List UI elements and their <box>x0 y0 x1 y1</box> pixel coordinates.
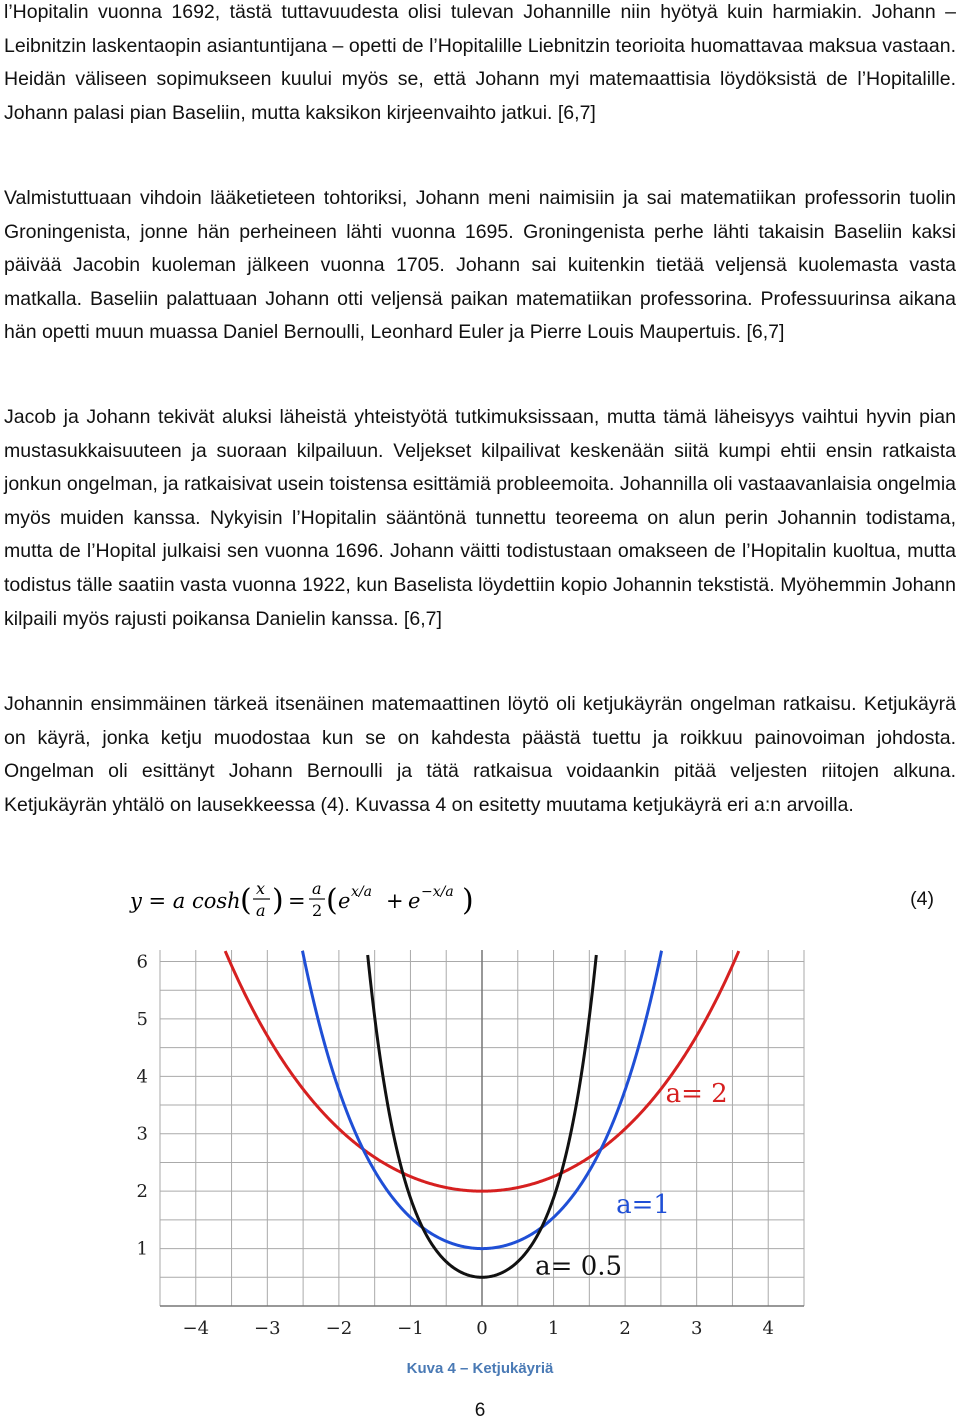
series-label: a=1 <box>616 1189 670 1220</box>
equation-number: (4) <box>910 888 934 910</box>
eq-paren-open-2: ( <box>326 883 338 918</box>
x-tick-label: −4 <box>182 1318 210 1339</box>
series-label: a= 2 <box>665 1079 728 1110</box>
eq-exp1-base: e <box>338 889 351 913</box>
eq-equals: = <box>288 889 306 913</box>
x-tick-label: 1 <box>547 1318 560 1339</box>
figure-caption: Kuva 4 – Ketjukäyriä <box>406 1360 554 1377</box>
paragraph-4: Johannin ensimmäinen tärkeä itsenäinen matemaattinen löytö oli ketjukäyrän ongelman ratkaisu. Ketjukäyrä on käyrä, jonka ketju muodostaa kun se on kahdesta päästä tuettu ja roikkuu painovoiman johdosta. Ongelman oli esittänyt Johann Bernoulli ja tätä ratkaisua voidaankin pitää veljesten riitojen alkuna. Ketjukäyrän yhtälö on lausekkeessa (4). Kuvassa 4 on esitetty muutama ketjukäyrä eri a:n arvoilla. <box>4 693 956 816</box>
eq-exp2-pow: −x/a <box>421 884 454 900</box>
y-tick-label: 6 <box>136 951 148 973</box>
series-label: a= 0.5 <box>535 1251 623 1282</box>
x-tick-label: −2 <box>325 1318 353 1339</box>
x-tick-label: 0 <box>476 1318 488 1339</box>
page-number: 6 <box>474 1400 486 1421</box>
catenary-equation <box>0 876 960 926</box>
x-tick-label: 2 <box>619 1318 631 1339</box>
x-tick-label: −1 <box>397 1318 424 1339</box>
x-tick-label: 3 <box>690 1318 703 1339</box>
eq-frac1-num: x <box>256 879 266 898</box>
paragraph-3: Jacob ja Johann tekivät aluksi läheistä yhteistyötä tutkimuksissaan, mutta tämä läheisyys vaihtui hyvin pian mustasukkaisuuteen ja suoraan kilpailuun. Veljekset kilpailivat keskenään siitä kumpi ehtii ensin ratkaista jonkun ongelman, ja ratkaisivat usein toistensa esittämiä probleemoita. Johannilla oli vastaavanlaisia ongelmia myös muiden kanssa. Nykyisin l’Hopitalin sääntönä tunnettu teoreema on alun perin Johannin todistama, mutta de l’Hopital julkaisi sen vuonna 1696. Johann väitti todistustaan omakseen de l’Hopitalin kuoltua, mutta todistus tälle saatiin vasta vuonna 1922, kun Baselista löydettiin kopio Johannin tekstistä. Myöhemmin Johann kilpaili myös rajusti poikansa Danielin kanssa. [6,7] <box>4 406 956 630</box>
x-tick-label: −3 <box>254 1318 281 1339</box>
y-tick-label: 1 <box>136 1238 148 1260</box>
y-tick-label: 2 <box>136 1181 148 1203</box>
chart-svg <box>120 940 820 1350</box>
y-tick-label: 3 <box>136 1123 148 1145</box>
eq-exp1-pow: x/a <box>351 884 372 900</box>
eq-lhs: y = a cosh <box>130 889 241 913</box>
eq-paren-close-1: ) <box>272 883 284 918</box>
eq-frac2-den: 2 <box>312 901 323 920</box>
paragraph-2: Valmistuttuaan vihdoin lääketieteen tohtoriksi, Johann meni naimisiin ja sai matematiikan professorin tuolin Groningenista, jonne hän perheineen lähti vuonna 1695. Groningenista perhe lähti takaisin Baseliin kaksi päivää Jacobin kuoleman jälkeen vuonna 1705. Johann sai kuitenkin tietää veljensä kuolemasta vasta matkalla. Baseliin palattuaan Johann otti veljensä paikan matematiikan professorina. Professuurinsa aikana hän opetti muun muassa Daniel Bernoulli, Leonhard Euler ja Pierre Louis Maupertuis. [6,7] <box>4 187 956 344</box>
paragraph-1: l’Hopitalin vuonna 1692, tästä tuttavuudesta olisi tulevan Johannille niin hyötyä kuin harmiakin. Johann – Leibnitzin laskentaopin asiantuntijana – opetti de l’Hopitalille Liebnitzin teorioita huomattavaa maksua vastaan. Heidän väliseen sopimukseen kuului myös se, että Johann myi matemaattisia löydöksistä de l’Hopitalille. Johann palasi pian Baseliin, mutta kaksikon kirjeenvaihto jatkui. [6,7] <box>4 1 956 124</box>
eq-paren-close-2: ) <box>462 883 474 918</box>
y-tick-label: 4 <box>136 1066 148 1088</box>
equation-formula <box>128 876 688 926</box>
catenary-chart <box>120 940 820 1350</box>
y-tick-label: 5 <box>136 1008 148 1030</box>
eq-paren-open-1: ( <box>240 883 252 918</box>
x-tick-label: 4 <box>762 1318 774 1339</box>
eq-plus: + <box>386 889 404 913</box>
eq-exp2-base: e <box>408 889 421 913</box>
eq-frac1-den: a <box>256 901 266 920</box>
eq-frac2-num: a <box>312 879 322 898</box>
